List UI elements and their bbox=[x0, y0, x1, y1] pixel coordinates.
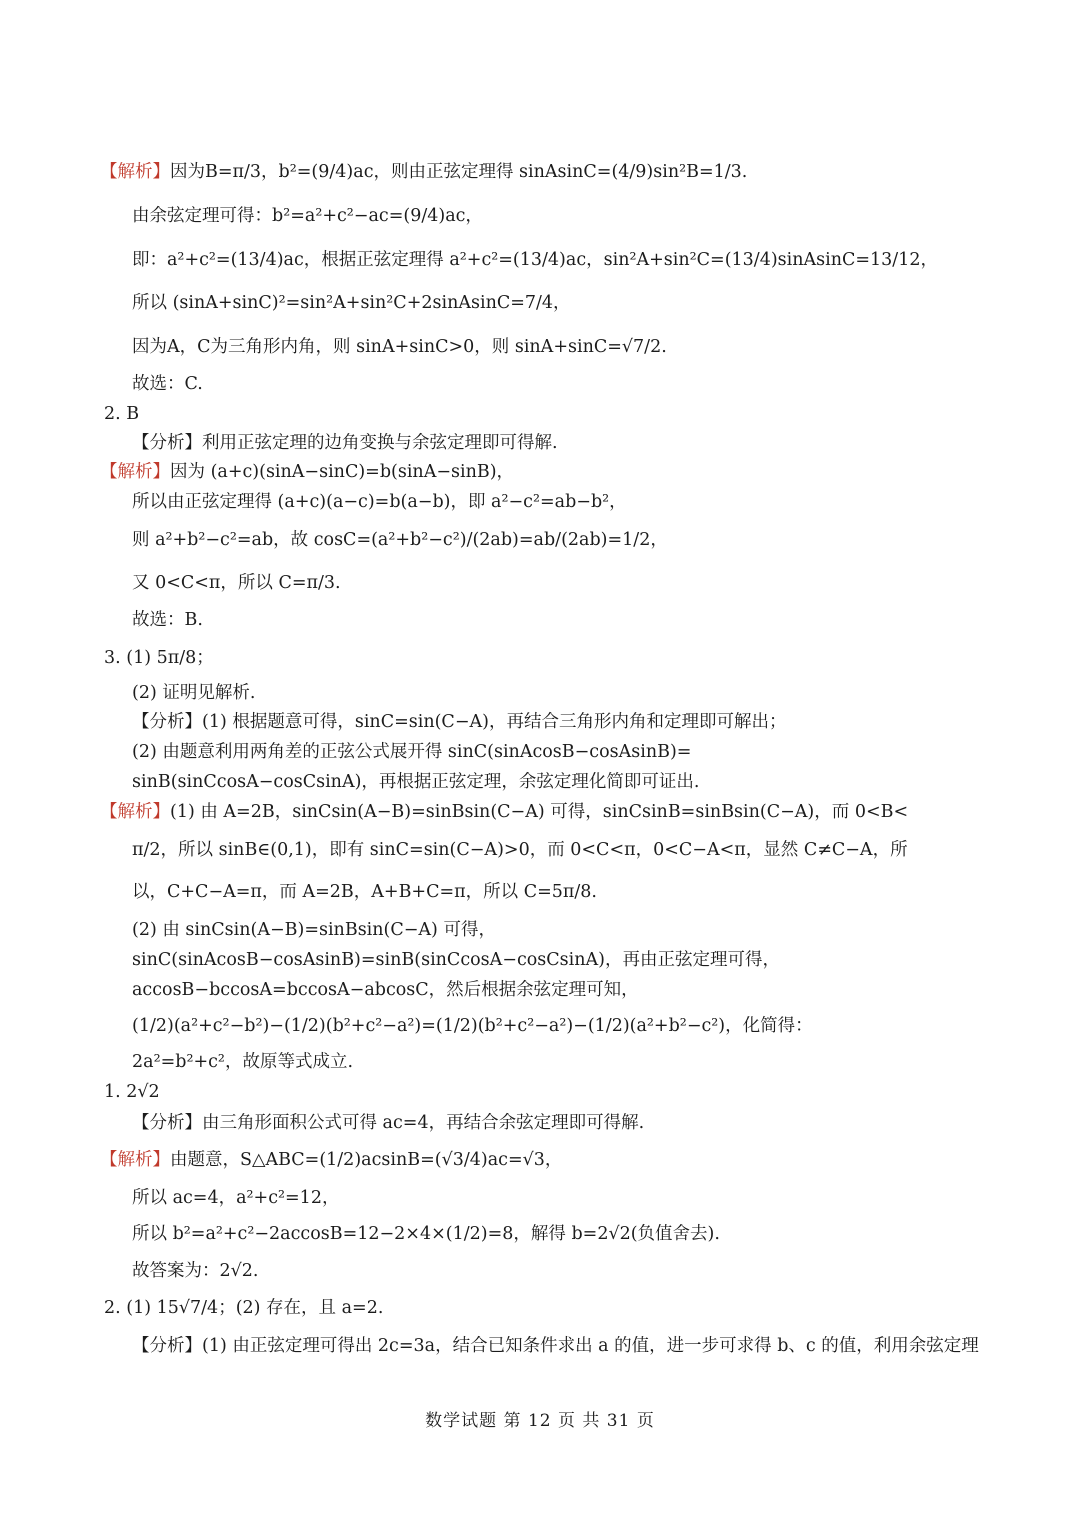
line-text: 2. B bbox=[104, 404, 140, 424]
text-line bbox=[132, 1052, 353, 1072]
line-text: 所以由正弦定理得 (a+c)(a−c)=b(a−b)，即 a²−c²=ab−b²， bbox=[132, 492, 627, 512]
text-line bbox=[132, 1336, 979, 1356]
text-line bbox=[132, 573, 341, 593]
line-text: sinC(sinAcosB−cosAsinB)=sinB(sinCcosA−cosCsinA)，再由正弦定理可得， bbox=[132, 950, 780, 970]
line-text: 故答案为：2√2. bbox=[132, 1261, 259, 1281]
line-text: 1. 2√2 bbox=[104, 1082, 160, 1102]
text-line bbox=[132, 530, 668, 550]
line-text: 【分析】利用正弦定理的边角变换与余弦定理即可得解. bbox=[132, 433, 558, 453]
line-text: 所以 b²=a²+c²−2accosB=12−2×4×(1/2)=8，解得 b=2√2(负值舍去). bbox=[132, 1224, 720, 1244]
text-line bbox=[132, 712, 786, 732]
text-line bbox=[132, 1188, 339, 1208]
page-footer: 数学试题 第 12 页 共 31 页 bbox=[425, 1411, 655, 1431]
line-text: (2) 证明见解析. bbox=[132, 683, 256, 703]
text-line bbox=[132, 1016, 813, 1036]
text-line bbox=[132, 920, 496, 940]
line-text: (1/2)(a²+c²−b²)−(1/2)(b²+c²−a²)=(1/2)(b²+c²−a²)−(1/2)(a²+b²−c²)，化简得： bbox=[132, 1016, 813, 1036]
text-line bbox=[132, 610, 203, 630]
text-line bbox=[132, 742, 691, 762]
line-text: 故选：C. bbox=[132, 374, 203, 394]
line-text: (2) 由 sinCsin(A−B)=sinBsin(C−A) 可得， bbox=[132, 920, 496, 940]
text-line bbox=[100, 162, 747, 182]
tag-label: 【解析】 bbox=[100, 162, 170, 182]
text-line bbox=[132, 337, 667, 357]
line-text: 【分析】由三角形面积公式可得 ac=4，再结合余弦定理即可得解. bbox=[132, 1113, 645, 1133]
line-text: 【分析】(1) 由正弦定理可得出 2c=3a，结合已知条件求出 a 的值，进一步可求得 b、c 的值，利用余弦定理 bbox=[132, 1336, 979, 1356]
line-text: 以，C+C−A=π，而 A=2B，A+B+C=π，所以 C=5π/8. bbox=[132, 882, 597, 902]
text-line bbox=[132, 1261, 258, 1281]
line-text: 又 0<C<π，所以 C=π/3. bbox=[132, 573, 341, 593]
text-line bbox=[132, 374, 203, 394]
line-text: 所以 ac=4，a²+c²=12， bbox=[132, 1188, 340, 1208]
text-line bbox=[132, 950, 780, 970]
text-line bbox=[132, 1224, 720, 1244]
text-line bbox=[132, 980, 639, 1000]
text-line bbox=[132, 492, 627, 512]
text-line bbox=[100, 1150, 562, 1170]
tag-label: 【解析】 bbox=[100, 462, 170, 482]
line-text: 即：a²+c²=(13/4)ac，根据正弦定理得 a²+c²=(13/4)ac，sin²A+sin²C=(13/4)sinAsinC=13/12， bbox=[132, 250, 938, 270]
line-text: (2) 由题意利用两角差的正弦公式展开得 sinC(sinAcosB−cosAsinB)= bbox=[132, 742, 692, 762]
line-text: π/2，所以 sinB∈(0,1)，即有 sinC=sin(C−A)>0，而 0<C<π，0<C−A<π，显然 C≠C−A，所 bbox=[132, 840, 908, 860]
text-line bbox=[132, 882, 597, 902]
line-text: 3. (1) 5π/8； bbox=[104, 648, 214, 668]
line-text: 因为 (a+c)(sinA−sinC)=b(sinA−sinB)， bbox=[170, 462, 515, 482]
line-text: 【分析】(1) 根据题意可得，sinC=sin(C−A)，再结合三角形内角和定理即可解出； bbox=[132, 712, 787, 732]
line-text: 由余弦定理可得：b²=a²+c²−ac=(9/4)ac， bbox=[132, 206, 483, 226]
line-text: 因为A，C为三角形内角，则 sinA+sinC>0，则 sinA+sinC=√7/2. bbox=[132, 337, 667, 357]
line-text: 2. (1) 15√7/4；(2) 存在，且 a=2. bbox=[104, 1298, 384, 1318]
line-text: 则 a²+b²−c²=ab，故 cosC=(a²+b²−c²)/(2ab)=ab/(2ab)=1/2， bbox=[132, 530, 668, 550]
text-line bbox=[104, 404, 139, 424]
text-line bbox=[104, 648, 214, 668]
text-line bbox=[132, 683, 255, 703]
text-line bbox=[100, 462, 514, 482]
tag-label: 【解析】 bbox=[100, 802, 170, 822]
line-text: accosB−bccosA=bccosA−abcosC，然后根据余弦定理可知， bbox=[132, 980, 639, 1000]
line-text: 故选：B. bbox=[132, 610, 203, 630]
text-line bbox=[132, 293, 571, 313]
tag-label: 【解析】 bbox=[100, 1150, 170, 1170]
line-text: 因为B=π/3，b²=(9/4)ac，则由正弦定理得 sinAsinC=(4/9)sin²B=1/3. bbox=[170, 162, 748, 182]
line-text: 由题意，S△ABC=(1/2)acsinB=(√3/4)ac=√3， bbox=[170, 1150, 563, 1170]
text-line bbox=[104, 1298, 383, 1318]
text-line bbox=[100, 802, 908, 822]
text-line bbox=[132, 772, 699, 792]
line-text: sinB(sinCcosA−cosCsinA)，再根据正弦定理，余弦定理化简即可证出. bbox=[132, 772, 700, 792]
text-line bbox=[132, 433, 558, 453]
text-line bbox=[132, 840, 908, 860]
line-text: 所以 (sinA+sinC)²=sin²A+sin²C+2sinAsinC=7/4， bbox=[132, 293, 571, 313]
line-text: 2a²=b²+c²，故原等式成立. bbox=[132, 1052, 354, 1072]
text-line bbox=[132, 206, 483, 226]
text-line bbox=[104, 1082, 160, 1102]
text-line bbox=[132, 250, 938, 270]
text-line bbox=[132, 1113, 644, 1133]
line-text: (1) 由 A=2B，sinCsin(A−B)=sinBsin(C−A) 可得，sinCsinB=sinBsin(C−A)，而 0<B< bbox=[170, 802, 909, 822]
